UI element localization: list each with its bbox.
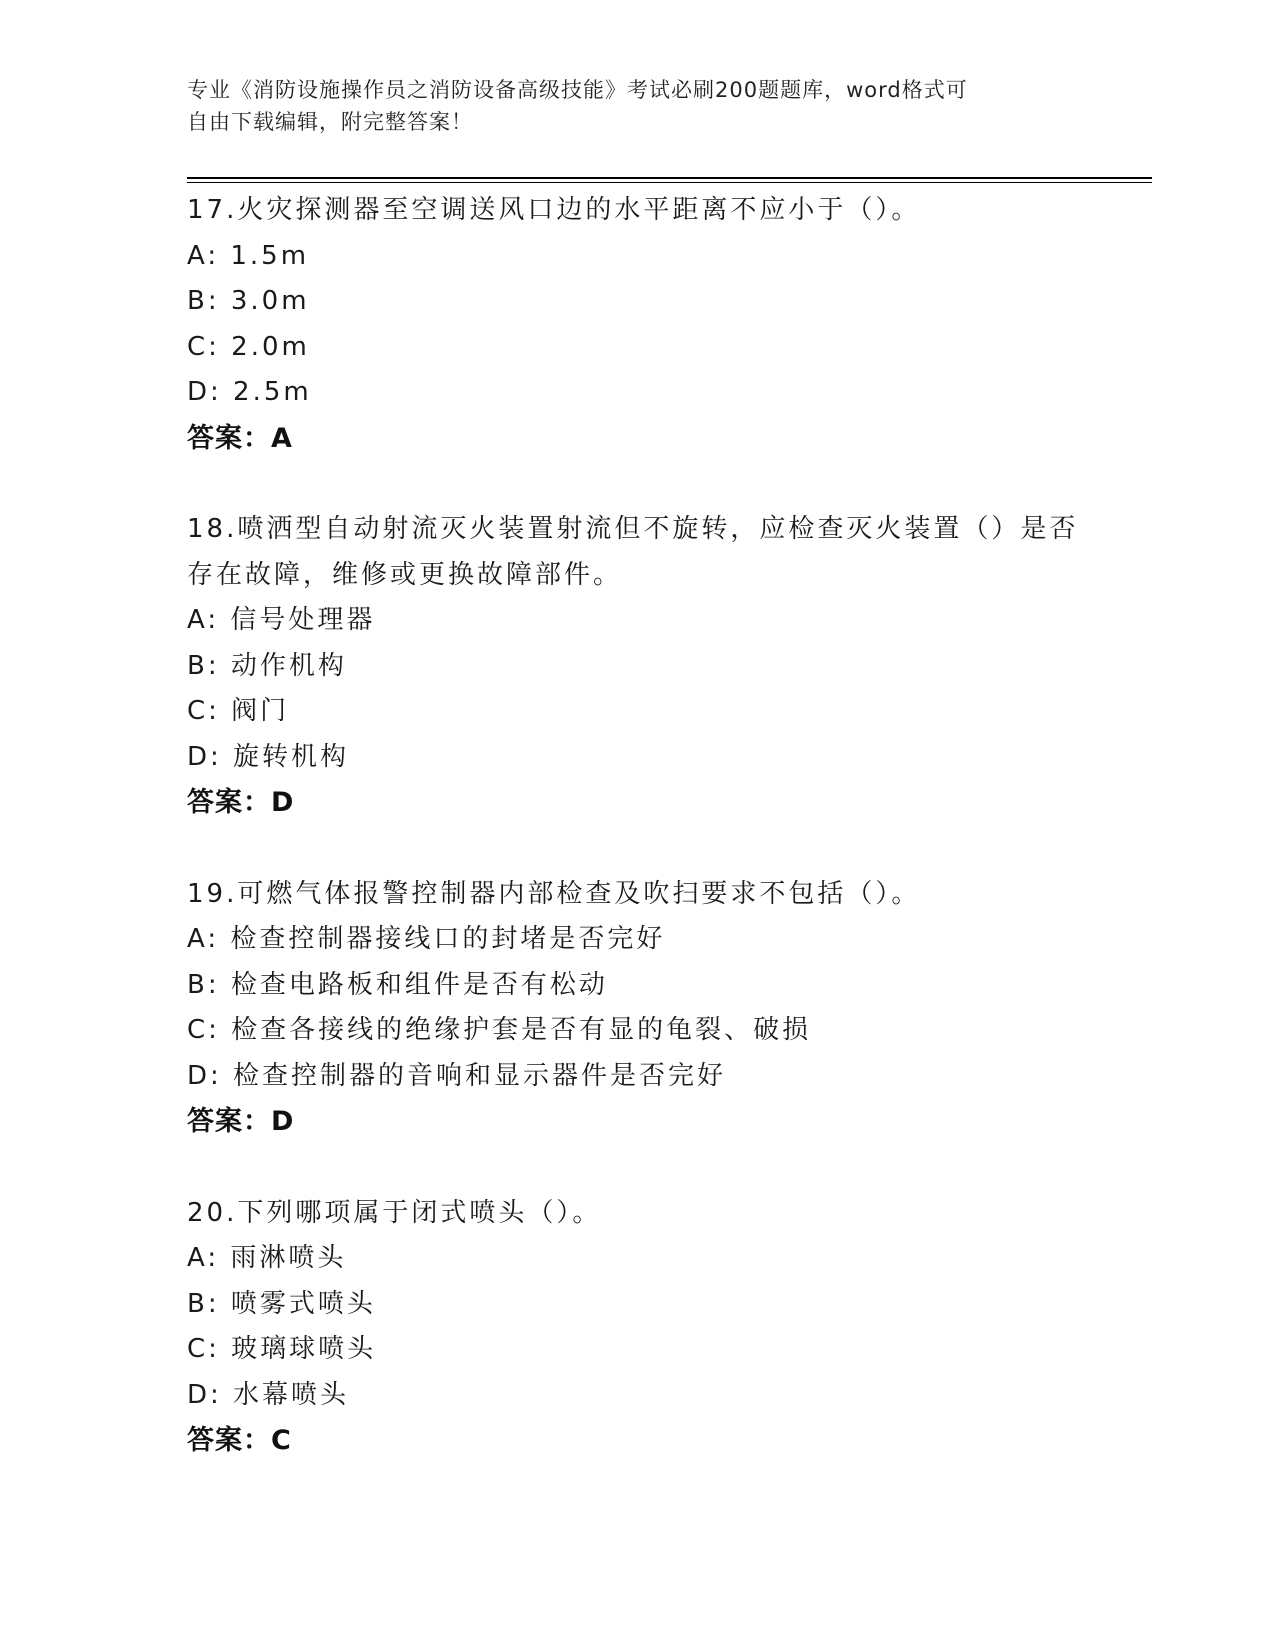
option-c: C: 阀门 [187,696,290,726]
option-a: A: 检查控制器接线口的封堵是否完好 [187,924,666,954]
option-d: D: 2.5m [187,377,312,407]
question-18 [187,507,1087,826]
option-c: C: 玻璃球喷头 [187,1334,377,1364]
question-text: 19.可燃气体报警控制器内部检查及吹扫要求不包括（）。 [187,878,921,909]
option-a: A: 雨淋喷头 [187,1243,347,1273]
option-b: B: 检查电路板和组件是否有松动 [187,969,608,1000]
document-header [187,74,1087,138]
answer-label: 答案：D [187,787,295,818]
question-17 [187,188,1087,461]
option-d: D: 旋转机构 [187,741,350,772]
question-text: 17.火灾探测器至空调送风口边的水平距离不应小于（）。 [187,195,921,225]
option-b: B: 3.0m [187,286,310,316]
option-a: A: 1.5m [187,240,310,271]
answer-label: 答案：C [187,1425,292,1456]
header-divider-thick [187,177,1152,179]
option-c: C: 检查各接线的绝缘护套是否有显的龟裂、破损 [187,1015,812,1045]
question-20 [187,1191,1087,1464]
answer-label: 答案：D [187,1106,295,1137]
option-b: B: 动作机构 [187,650,347,681]
option-d: D: 检查控制器的音响和显示器件是否完好 [187,1060,727,1091]
option-d: D: 水幕喷头 [187,1379,350,1410]
question-list [187,188,1087,1510]
answer-label: 答案：A [187,422,293,454]
option-a: A: 信号处理器 [187,605,376,635]
question-text: 18.喷洒型自动射流灭火装置射流但不旋转，应检查灭火装置（）是否存在故障，维修或更换故障部件。 [187,514,1079,590]
option-c: C: 2.0m [187,331,310,362]
option-b: B: 喷雾式喷头 [187,1288,376,1319]
question-19 [187,872,1087,1145]
header-divider-thin [187,182,1152,183]
header-line-2: 自由下载编辑，附完整答案！ [187,110,473,134]
header-line-1: 专业《消防设施操作员之消防设备高级技能》考试必刷200题题库，word格式可 [187,78,968,102]
question-text: 20.下列哪项属于闭式喷头（）。 [187,1197,602,1228]
